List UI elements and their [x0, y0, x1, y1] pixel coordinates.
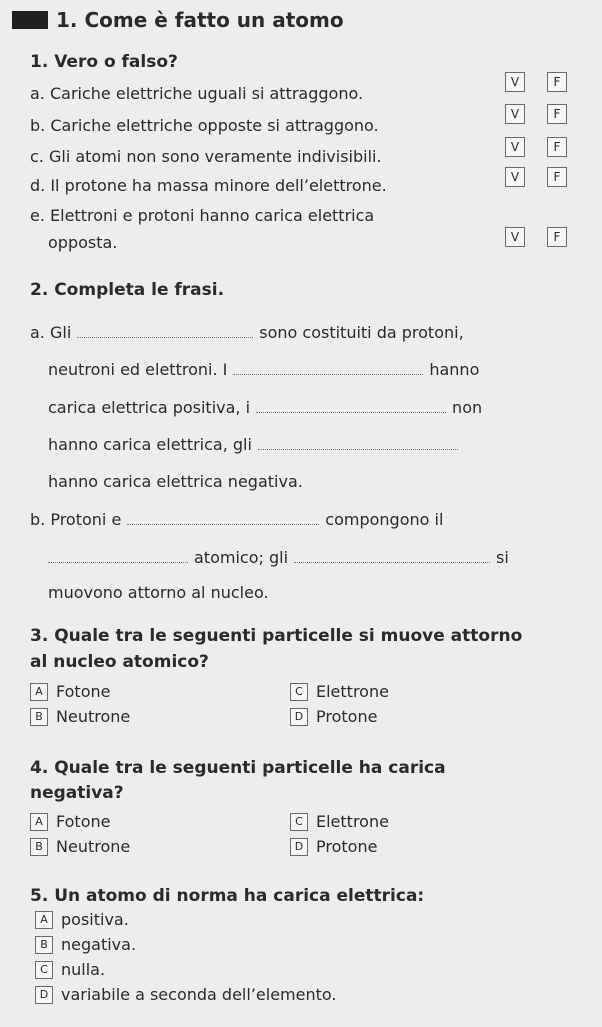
- q1-item-c: c. Gli atomi non sono veramente indivisibili.: [30, 147, 382, 166]
- fill-blank[interactable]: [294, 548, 490, 563]
- q4-option-a[interactable]: [30, 812, 290, 831]
- q2a-l2-post: hanno: [429, 360, 480, 379]
- q1-vf-b: [505, 104, 567, 124]
- fill-blank[interactable]: [256, 398, 446, 413]
- option-letter-box: C: [35, 961, 53, 979]
- q1-item-a: a. Cariche elettriche uguali si attraggono.: [30, 84, 364, 103]
- q2b-line2: [48, 548, 509, 567]
- option-letter-box: C: [290, 683, 308, 701]
- q5-option-b[interactable]: [35, 935, 336, 954]
- false-box[interactable]: F: [547, 72, 567, 92]
- option-label: Protone: [316, 837, 378, 856]
- q2b-l1-post: compongono il: [325, 510, 444, 529]
- q5-option-a[interactable]: [35, 910, 336, 929]
- fill-blank[interactable]: [48, 548, 188, 563]
- option-letter-box: B: [35, 936, 53, 954]
- q4-title-line2: negativa?: [30, 783, 124, 803]
- option-label: Fotone: [56, 682, 111, 701]
- q2-title: 2. Completa le frasi.: [30, 280, 225, 300]
- option-label: Neutrone: [56, 837, 131, 856]
- option-letter-box: B: [30, 708, 48, 726]
- section-header: [12, 8, 344, 32]
- option-label: nulla.: [61, 960, 106, 979]
- option-letter-box: A: [35, 911, 53, 929]
- q3-option-a[interactable]: [30, 682, 290, 701]
- q1-item-d: d. Il protone ha massa minore dell’elettrone.: [30, 176, 387, 195]
- q2a-line5: hanno carica elettrica negativa.: [48, 472, 303, 491]
- q2b-line1: [30, 510, 443, 529]
- q2a-l1-pre: a. Gli: [30, 323, 72, 342]
- option-label: Elettrone: [316, 682, 389, 701]
- q2b-l2-post: si: [496, 548, 509, 567]
- q4-title-line1: 4. Quale tra le seguenti particelle ha carica: [30, 758, 446, 778]
- q2a-l4-pre: hanno carica elettrica, gli: [48, 435, 252, 454]
- option-letter-box: A: [30, 813, 48, 831]
- true-box[interactable]: V: [505, 137, 525, 157]
- q1-item-e-line2: opposta.: [48, 233, 118, 252]
- option-label: Neutrone: [56, 707, 131, 726]
- q3-option-d[interactable]: [290, 707, 550, 726]
- q5-option-d[interactable]: [35, 985, 336, 1004]
- q2b-line3: muovono attorno al nucleo.: [48, 583, 269, 602]
- q2a-l1-post: sono costituiti da protoni,: [259, 323, 464, 342]
- true-box[interactable]: V: [505, 104, 525, 124]
- q1-vf-a: [505, 72, 567, 92]
- option-letter-box: A: [30, 683, 48, 701]
- q3-options: [30, 682, 550, 726]
- option-label: Protone: [316, 707, 378, 726]
- q1-vf-e: [505, 227, 567, 247]
- q2a-line3: [48, 398, 482, 417]
- q2a-l3-post: non: [452, 398, 483, 417]
- false-box[interactable]: F: [547, 167, 567, 187]
- q1-vf-d: [505, 167, 567, 187]
- fill-blank[interactable]: [127, 510, 319, 525]
- q2a-l3-pre: carica elettrica positiva, i: [48, 398, 251, 417]
- option-label: negativa.: [61, 935, 137, 954]
- q3-option-b[interactable]: [30, 707, 290, 726]
- q2a-line1: [30, 323, 464, 342]
- option-letter-box: D: [35, 986, 53, 1004]
- section-title: 1. Come è fatto un atomo: [56, 8, 344, 32]
- option-letter-box: D: [290, 838, 308, 856]
- fill-blank[interactable]: [77, 323, 253, 338]
- q4-option-b[interactable]: [30, 837, 290, 856]
- q5-option-c[interactable]: [35, 960, 336, 979]
- section-marker: [12, 11, 48, 29]
- fill-blank[interactable]: [233, 360, 423, 375]
- option-letter-box: C: [290, 813, 308, 831]
- false-box[interactable]: F: [547, 104, 567, 124]
- q5-title: 5. Un atomo di norma ha carica elettrica:: [30, 886, 425, 906]
- q2a-line2: [48, 360, 479, 379]
- q1-item-b: b. Cariche elettriche opposte si attraggono.: [30, 116, 379, 135]
- q1-title: 1. Vero o falso?: [30, 52, 178, 72]
- option-letter-box: D: [290, 708, 308, 726]
- true-box[interactable]: V: [505, 227, 525, 247]
- q1-item-e-line1: e. Elettroni e protoni hanno carica elettrica: [30, 206, 375, 225]
- option-label: Fotone: [56, 812, 111, 831]
- q3-title-line2: al nucleo atomico?: [30, 652, 209, 672]
- q2b-l1-pre: b. Protoni e: [30, 510, 122, 529]
- q2b-l2-mid: atomico; gli: [194, 548, 289, 567]
- q5-options: [35, 910, 336, 1010]
- option-label: positiva.: [61, 910, 129, 929]
- true-box[interactable]: V: [505, 167, 525, 187]
- q1-vf-c: [505, 137, 567, 157]
- q2a-l2-pre: neutroni ed elettroni. I: [48, 360, 228, 379]
- q3-title-line1: 3. Quale tra le seguenti particelle si muove attorno: [30, 626, 523, 646]
- q4-option-d[interactable]: [290, 837, 550, 856]
- fill-blank[interactable]: [258, 435, 458, 450]
- option-letter-box: B: [30, 838, 48, 856]
- option-label: variabile a seconda dell’elemento.: [61, 985, 337, 1004]
- false-box[interactable]: F: [547, 137, 567, 157]
- q2a-line4: [48, 435, 464, 454]
- q3-option-c[interactable]: [290, 682, 550, 701]
- false-box[interactable]: F: [547, 227, 567, 247]
- q4-option-c[interactable]: [290, 812, 550, 831]
- q4-options: [30, 812, 550, 856]
- true-box[interactable]: V: [505, 72, 525, 92]
- option-label: Elettrone: [316, 812, 389, 831]
